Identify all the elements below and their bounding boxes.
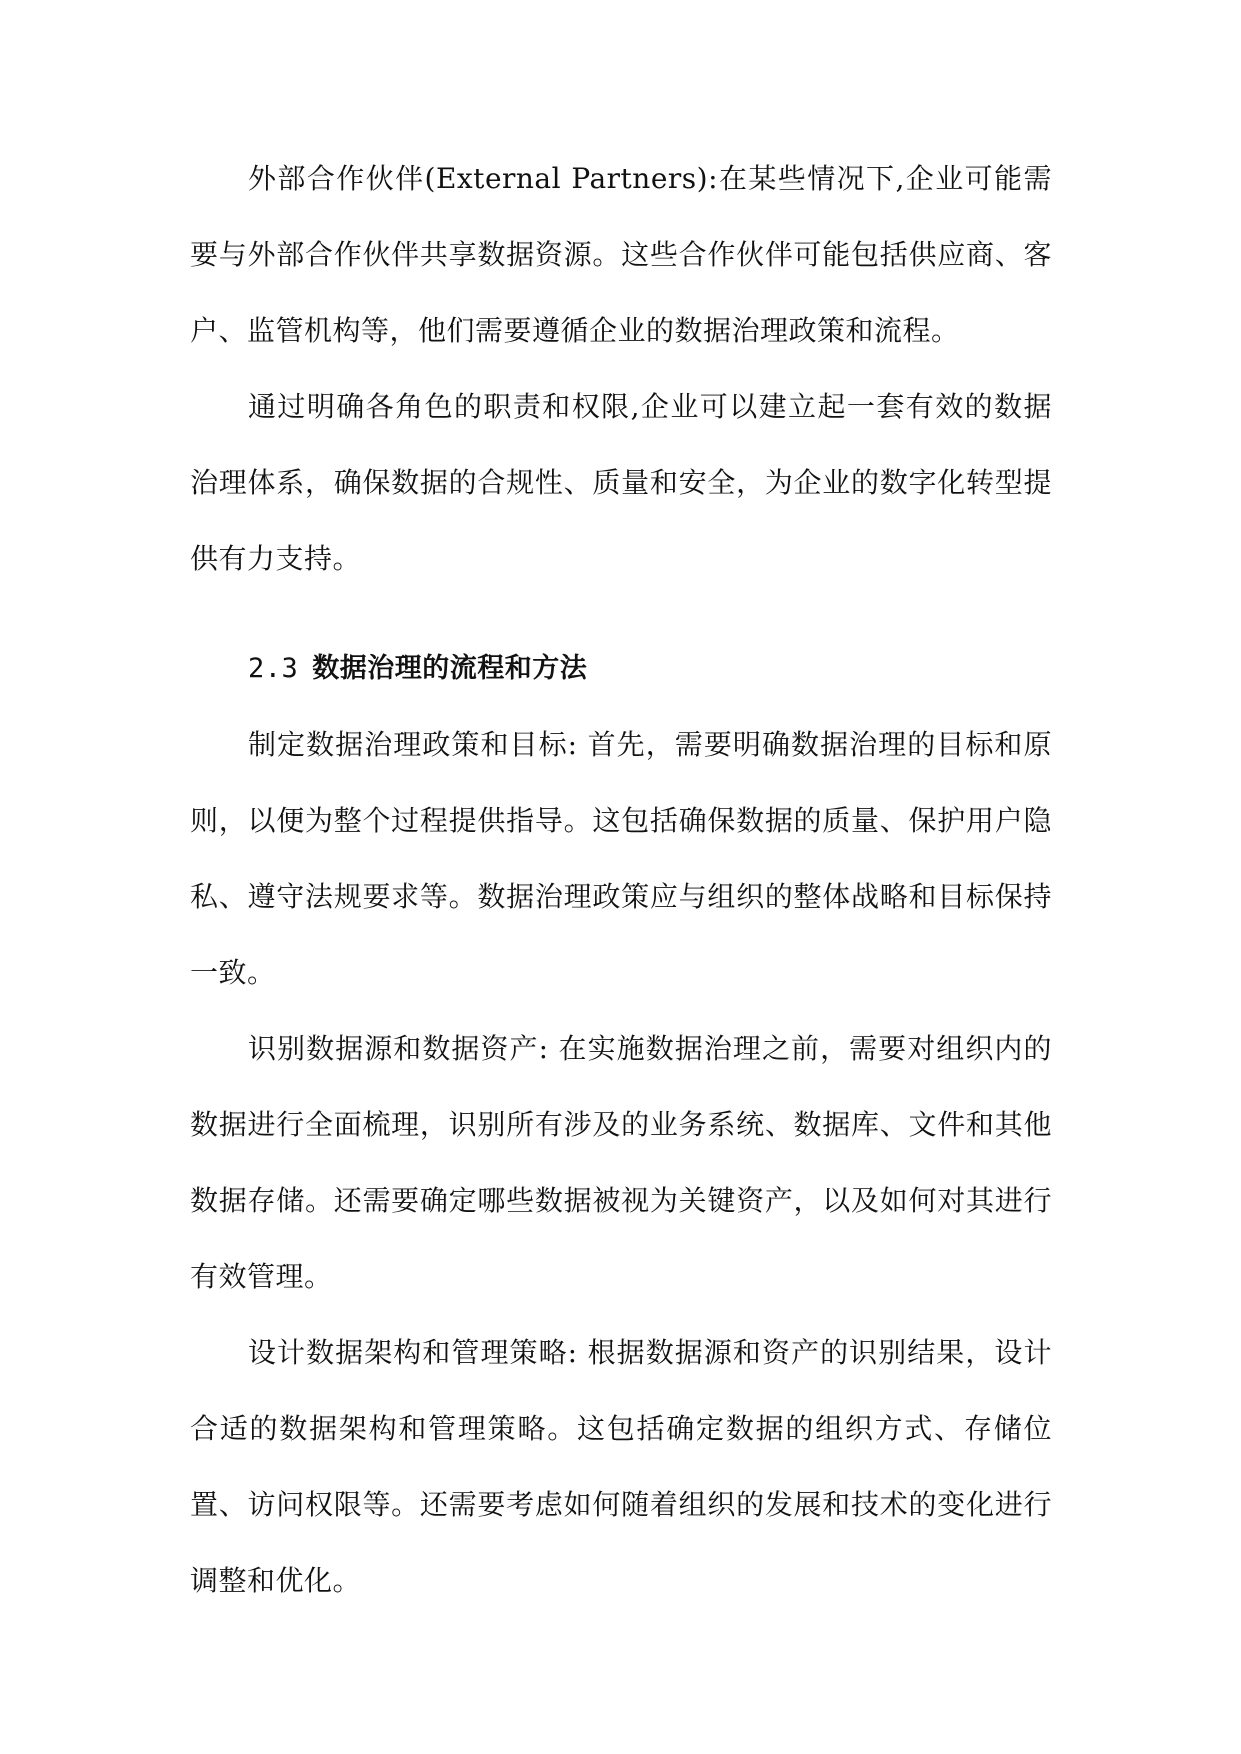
paragraph-external-partners: 外部合作伙伴(External Partners):在某些情况下,企业可能需要与外部合作伙伴共享数据资源。这些合作伙伴可能包括供应商、客户、监管机构等，他们需要遵循企业的数据治理政策和流程。 [190, 162, 1052, 347]
paragraph-architecture: 设计数据架构和管理策略: 根据数据源和资产的识别结果，设计合适的数据架构和管理策略。这包括确定数据的组织方式、存储位置、访问权限等。还需要考虑如何随着组织的发展和技术的变化进行调整和优化。 [190, 1336, 1052, 1597]
paragraph-policy-goals: 制定数据治理政策和目标: 首先，需要明确数据治理的目标和原则，以便为整个过程提供指导。这包括确保数据的质量、保护用户隐私、遵守法规要求等。数据治理政策应与组织的整体战略和目标保持一致。 [190, 728, 1052, 989]
paragraph-data-sources: 识别数据源和数据资产: 在实施数据治理之前，需要对组织内的数据进行全面梳理，识别所有涉及的业务系统、数据库、文件和其他数据存储。还需要确定哪些数据被视为关键资产，以及如何对其进行有效管理。 [190, 1032, 1052, 1293]
section-number: 2.3 [248, 653, 299, 684]
section-heading [190, 631, 1052, 707]
section-title: 数据治理的流程和方法 [312, 653, 588, 684]
paragraph-roles-summary: 通过明确各角色的职责和权限,企业可以建立起一套有效的数据治理体系，确保数据的合规性、质量和安全，为企业的数字化转型提供有力支持。 [190, 390, 1052, 575]
document-body [190, 141, 1052, 1619]
